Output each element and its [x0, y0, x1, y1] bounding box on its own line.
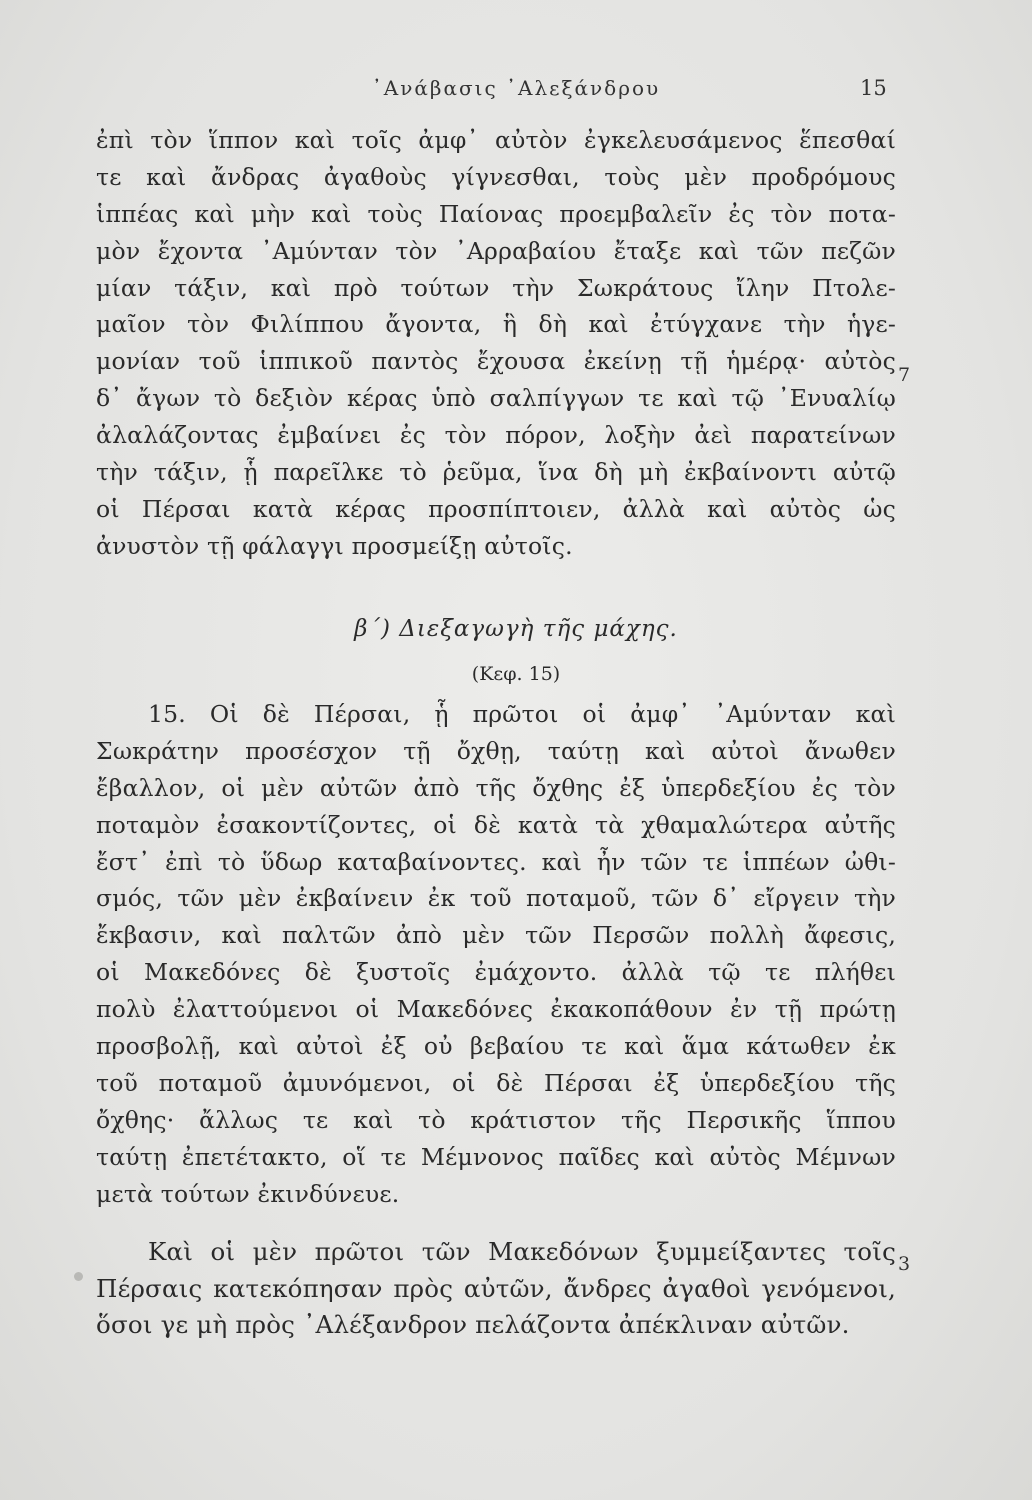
text-line: τοῦ ποταμοῦ ἀμυνόμενοι, οἱ δὲ Πέρσαι ἐξ ὑπερδεξίου τῆς: [96, 1068, 896, 1097]
text-line: ἔκβασιν, καὶ παλτῶν ἀπὸ μὲν τῶν Περσῶν πολλὴ ἄφεσις,: [96, 921, 896, 950]
text-line: ἐπὶ τὸν ἵππον καὶ τοῖς ἀμφ᾿ αὐτὸν ἐγκελευσάμενος ἕπεσθαί: [96, 126, 896, 154]
text-line: δ᾿ ἄγων τὸ δεξιὸν κέρας ὑπὸ σαλπίγγων τε καὶ τῷ ᾿Ενυαλίῳ: [96, 384, 896, 413]
running-title: ᾿Ανάβασις ᾿Αλεξάνδρου: [371, 76, 661, 100]
page-number: 15: [860, 76, 887, 100]
text-line: Πέρσαις κατεκόπησαν πρὸς αὐτῶν, ἄνδρες ἀγαθοὶ γενόμενοι,: [96, 1273, 896, 1303]
text-line: Καὶ οἱ μὲν πρῶτοι τῶν Μακεδόνων ξυμμείξαντες τοῖς: [148, 1237, 896, 1266]
text-line: ἀνυστὸν τῇ φάλαγγι προσμείξῃ αὐτοῖς.: [96, 531, 573, 560]
chapter-reference: (Κεφ. 15): [471, 663, 561, 685]
text-line: μονίαν τοῦ ἱππικοῦ παντὸς ἔχουσα ἐκείνῃ τῇ ἡμέρᾳ· αὐτὸς: [96, 347, 896, 376]
text-line: τὴν τάξιν, ᾗ παρεῖλκε τὸ ῥεῦμα, ἵνα δὴ μὴ ἐκβαίνοντι αὐτῷ: [96, 458, 896, 487]
text-line: ὅσοι γε μὴ πρὸς ᾿Αλέξανδρον πελάζοντα ἀπέκλιναν αὐτῶν.: [96, 1310, 850, 1339]
paper-speck: [74, 1272, 83, 1281]
text-line: οἱ Μακεδόνες δὲ ξυστοῖς ἐμάχοντο. ἀλλὰ τῷ τε πλήθει: [96, 958, 896, 987]
text-line: μαῖον τὸν Φιλίππου ἄγοντα, ἣ δὴ καὶ ἐτύγχανε τὴν ἡγε-: [96, 310, 896, 339]
paragraph-1: [96, 122, 896, 565]
text-line: οἱ Πέρσαι κατὰ κέρας προσπίπτοιεν, ἀλλὰ καὶ αὐτὸς ὡς: [96, 494, 896, 523]
text-line: μίαν τάξιν, καὶ πρὸ τούτων τὴν Σωκράτους ἴλην Πτολε-: [96, 273, 896, 302]
margin-section-number: 3: [898, 1253, 911, 1275]
text-line: ποταμὸν ἐσακοντίζοντες, οἱ δὲ κατὰ τὰ χθαμαλώτερα αὐτῆς: [96, 810, 896, 839]
text-line: τε καὶ ἄνδρας ἀγαθοὺς γίγνεσθαι, τοὺς μὲν προδρόμους: [96, 162, 896, 191]
text-line: ὄχθης· ἄλλως τε καὶ τὸ κράτιστον τῆς Περσικῆς ἵππου: [96, 1105, 896, 1134]
text-line: ἔβαλλον, οἱ μὲν αὐτῶν ἀπὸ τῆς ὄχθης ἐξ ὑπερδεξίου ἐς τὸν: [96, 773, 896, 802]
text-line: πολὺ ἐλαττούμενοι οἱ Μακεδόνες ἐκακοπάθουν ἐν τῇ πρώτῃ: [96, 995, 896, 1024]
text-line: 15. Οἱ δὲ Πέρσαι, ᾗ πρῶτοι οἱ ἀμφ᾿ ᾿Αμύνταν καὶ: [148, 700, 896, 728]
text-line: σμός, τῶν μὲν ἐκβαίνειν ἐκ τοῦ ποταμοῦ, τῶν δ᾿ εἴργειν τὴν: [96, 884, 896, 913]
margin-section-number: 7: [898, 364, 911, 386]
paragraph-2: [96, 696, 896, 1212]
text-line: ἱππέας καὶ μὴν καὶ τοὺς Παίονας προεμβαλεῖν ἐς τὸν ποτα-: [96, 199, 896, 228]
text-line: ταύτῃ ἐπετέτακτο, οἵ τε Μέμνονος παῖδες καὶ αὐτὸς Μέμνων: [96, 1142, 896, 1171]
text-line: ἀλαλάζοντας ἐμβαίνει ἐς τὸν πόρον, λοξὴν ἀεὶ παρατείνων: [96, 421, 896, 450]
running-head: [0, 70, 1032, 106]
text-line: προσβολῇ, καὶ αὐτοὶ ἐξ οὐ βεβαίου τε καὶ ἅμα κάτωθεν ἐκ: [96, 1032, 896, 1061]
text-line: μετὰ τούτων ἐκινδύνευε.: [96, 1179, 400, 1208]
text-line: Σωκράτην προσέσχον τῇ ὄχθῃ, ταύτῃ καὶ αὐτοὶ ἄνωθεν: [96, 736, 896, 765]
paragraph-3: [96, 1234, 896, 1344]
section-heading: β΄) Διεξαγωγὴ τῆς μάχης.: [354, 616, 678, 642]
text-line: μὸν ἔχοντα ᾿Αμύνταν τὸν ᾿Αρραβαίου ἔταξε καὶ τῶν πεζῶν: [96, 236, 896, 265]
text-line: ἔστ᾿ ἐπὶ τὸ ὕδωρ καταβαίνοντες. καὶ ἦν τῶν τε ἱππέων ὠθι-: [96, 847, 896, 876]
